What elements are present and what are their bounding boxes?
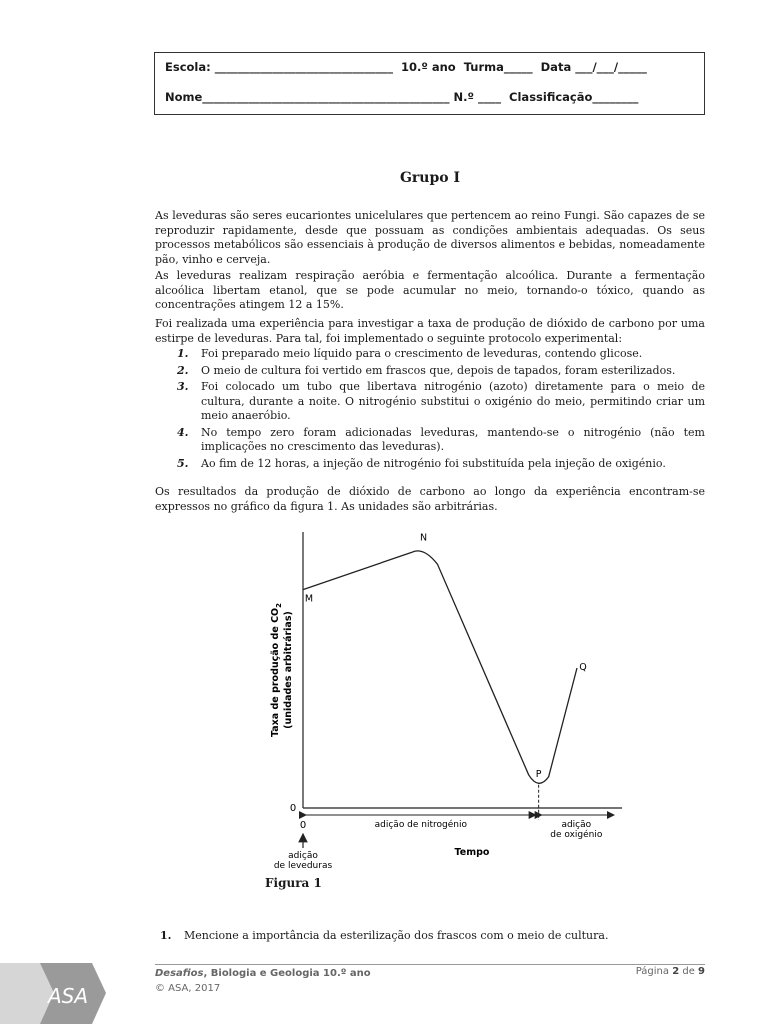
point-label-p: P [535, 768, 542, 780]
nitrogen-phase-label: adição de nitrogénio [374, 820, 468, 830]
group-title: Grupo I [399, 170, 461, 186]
results-paragraph: Os resultados da produção de dióxido de carbono ao longo da experiência encontram-se expressos no gráfico da figura 1. As unidades são arbitrárias. [155, 485, 705, 513]
point-label-n: N [420, 532, 428, 544]
question-number: 1. [160, 929, 172, 942]
copyright: © ASA, 2017 [155, 983, 221, 994]
figure-caption: Figura 1 [265, 876, 322, 890]
footer-book-info: Desafios, Biologia e Geologia 10.º ano © ASA, 2017 [155, 968, 371, 994]
yeast-addition-label: adição [288, 851, 318, 861]
asa-logo [0, 963, 120, 1024]
protocol-step: 5. Ao fim de 12 horas, a injeção de nitrogénio foi substituída pela injeção de oxigénio. [177, 456, 666, 470]
y-origin-label: 0 [289, 803, 297, 814]
question-text: Mencione a importância da esterilização dos frascos com o meio de cultura. [184, 929, 609, 942]
co2-rate-curve [303, 551, 577, 783]
experiment-paragraph: Foi realizada uma experiência para investigar a taxa de produção de dióxido de carbono por uma estirpe de leveduras. Para tal, foi implementado o seguinte protocolo experimental: [155, 317, 705, 345]
x-origin-label: 0 [299, 820, 307, 831]
student-info-header [154, 52, 705, 115]
protocol-step: 1. Foi preparado meio líquido para o crescimento de leveduras, contendo glicose. [177, 347, 643, 360]
page-number: Página 2 de 9 [635, 966, 705, 977]
svg-text:Taxa de produção de CO2: Taxa de produção de $CO_2$ [270, 603, 283, 737]
y-axis-label [270, 603, 294, 737]
protocol-steps [155, 347, 705, 473]
oxygen-phase-label-line2: de oxigénio [550, 830, 603, 840]
yeast-addition-label-line2: de leveduras [273, 861, 333, 871]
x-axis-label: Tempo [454, 847, 490, 858]
protocol-step: 2. O meio de cultura foi vertido em frascos que, depois de tapados, foram esterilizados. [177, 363, 676, 377]
footer-divider [155, 964, 705, 965]
svg-text:(unidades arbitrárias): (unidades arbitrárias) [283, 611, 294, 729]
protocol-step: 3. Foi colocado um tubo que libertava nitrogénio (azoto) diretamente para o meio de cultura, durante a noite. O nitrogénio substitui o oxigénio do meio, permitindo criar um meio anaeróbio. [177, 380, 705, 422]
oxygen-phase-label: adição [561, 820, 592, 830]
point-label-q: Q [579, 662, 587, 673]
co2-production-chart [262, 528, 632, 873]
question-1 [160, 929, 608, 942]
point-label-m: M [304, 593, 314, 605]
protocol-step: 4. No tempo zero foram adicionadas leveduras, mantendo-se o nitrogénio (não tem implicações no crescimento das leveduras). [177, 425, 705, 453]
name-number-grade-line: Nome___________________________________________ N.º ____ Classificação________ [165, 90, 639, 104]
intro-paragraph: As leveduras são seres eucariontes unicelulares que pertencem ao reino Fungi. São capazes de se reproduzir rapidamente, desde que possuam as condições ambientais adequadas. Os seus processos metabólicos são essenciais à produção de diversos alimentos e bebidas, nomeadamente pão, vinho e cerveja. [155, 209, 705, 266]
fermentation-paragraph: As leveduras realizam respiração aeróbia e fermentação alcoólica. Durante a fermentação alcoólica libertam etanol, que se pode acumular no meio, tornando-o tóxico, quando as concentrações atingem 12 a 15%. [155, 269, 705, 311]
logo-text: ASA [47, 984, 89, 1008]
school-class-date-line: Escola: _______________________________ 10.º ano Turma_____ Data ___/___/_____ [165, 60, 647, 74]
